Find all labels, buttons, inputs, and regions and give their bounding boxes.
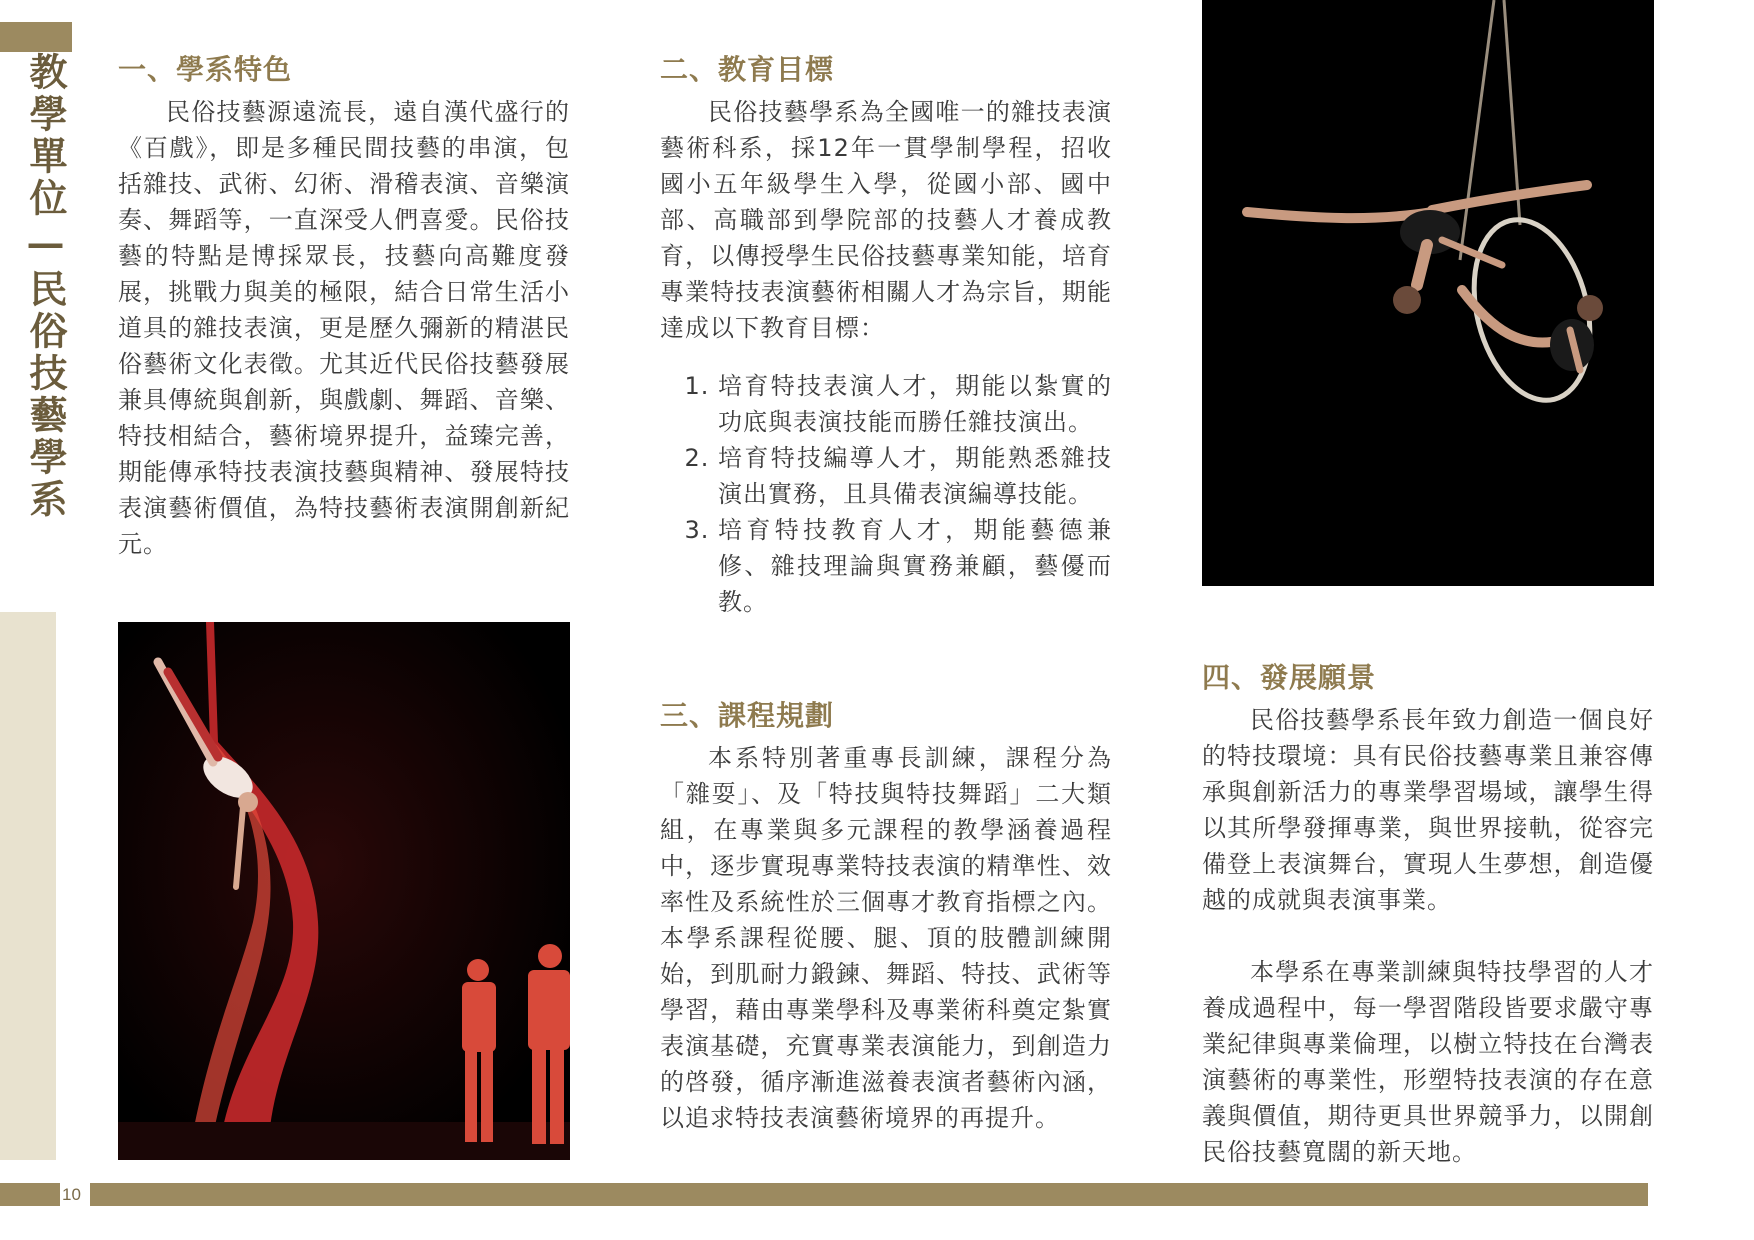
side-color-band <box>0 612 56 1160</box>
section-3-body: 本系特別著重專長訓練，課程分為「雜耍」、及「特技與特技舞蹈」二大類組，在專業與多元課程的教學涵養過程中，逐步實現專業特技表演的精準性、效率性及系統性於三個專才教育指標之內。本學系課程從腰、腿、頂的肢體訓練開始，到肌耐力鍛鍊、舞蹈、特技、武術等學習，藉由專業學科及專業術科奠定紮實表演基礎，充實專業表演能力，到創造力的啓發，循序漸進滋養表演者藝術內涵，以追求特技表演藝術境界的再提升。 <box>660 744 1112 1132</box>
education-goals-list <box>660 368 1112 620</box>
section-2-body: 民俗技藝學系為全國唯一的雜技表演藝術科系，採12年一貫學制學程，招收國小五年級學生入學，從國小部、國中部、高職部到學院部的技藝人才養成教育，以傳授學生民俗技藝專業知能，培育專業特技表演藝術相關人才為宗旨，期能達成以下教育目標： <box>660 98 1112 342</box>
aerial-silk-illustration <box>118 622 570 1160</box>
section-2-heading: 二、教育目標 <box>660 53 835 86</box>
section-4-heading: 四、發展願景 <box>1202 661 1377 694</box>
goal-item: 2. 培育特技編導人才，期能熟悉雜技演出實務，且具備表演編導技能。 <box>718 440 1112 512</box>
section-4-body-2: 本學系在專業訓練與特技學習的人才養成過程中，每一學習階段皆要求嚴守專業紀律與專業倫理，以樹立特技在台灣表演藝術的專業性，形塑特技表演的存在意義與價值，期待更具世界競爭力，以開創民俗技藝寬闊的新天地。 <box>1202 958 1654 1166</box>
aerial-hoop-photo <box>1202 0 1654 586</box>
top-color-tab <box>0 22 72 52</box>
section-4-body-1: 民俗技藝學系長年致力創造一個良好的特技環境：具有民俗技藝專業且兼容傳承與創新活力的專業學習場域，讓學生得以其所學發揮專業，與世界接軌，從容完備登上表演舞台，實現人生夢想，創造優越的成就與表演事業。 <box>1202 706 1654 914</box>
goal-item: 1. 培育特技表演人才，期能以紮實的功底與表演技能而勝任雜技演出。 <box>718 368 1112 440</box>
aerial-hoop-illustration <box>1202 0 1654 586</box>
section-3-heading: 三、課程規劃 <box>660 699 835 732</box>
section-1-body: 民俗技藝源遠流長，遠自漢代盛行的《百戲》，即是多種民間技藝的串演，包括雜技、武術、幻術、滑稽表演、音樂演奏、舞蹈等，一直深受人們喜愛。民俗技藝的特點是博採眾長，技藝向高難度發展，挑戰力與美的極限，結合日常生活小道具的雜技表演，更是歷久彌新的精湛民俗藝術文化表徵。尤其近代民俗技藝發展兼具傳統與創新，與戲劇、舞蹈、音樂、特技相結合，藝術境界提升，益臻完善，期能傳承特技表演技藝與精神、發展特技表演藝術價值，為特技藝術表演開創新紀元。 <box>118 98 570 558</box>
goal-item: 3. 培育特技教育人才，期能藝德兼修、雜技理論與實務兼顧，藝優而教。 <box>718 512 1112 620</box>
aerial-silk-photo <box>118 622 570 1160</box>
footer-left-bar <box>0 1183 60 1206</box>
section-1-heading: 一、學系特色 <box>118 53 293 86</box>
footer-bar <box>90 1183 1648 1206</box>
vertical-section-title: 教學單位—民俗技藝學系 <box>23 52 68 521</box>
page-number: 10 <box>62 1185 81 1204</box>
